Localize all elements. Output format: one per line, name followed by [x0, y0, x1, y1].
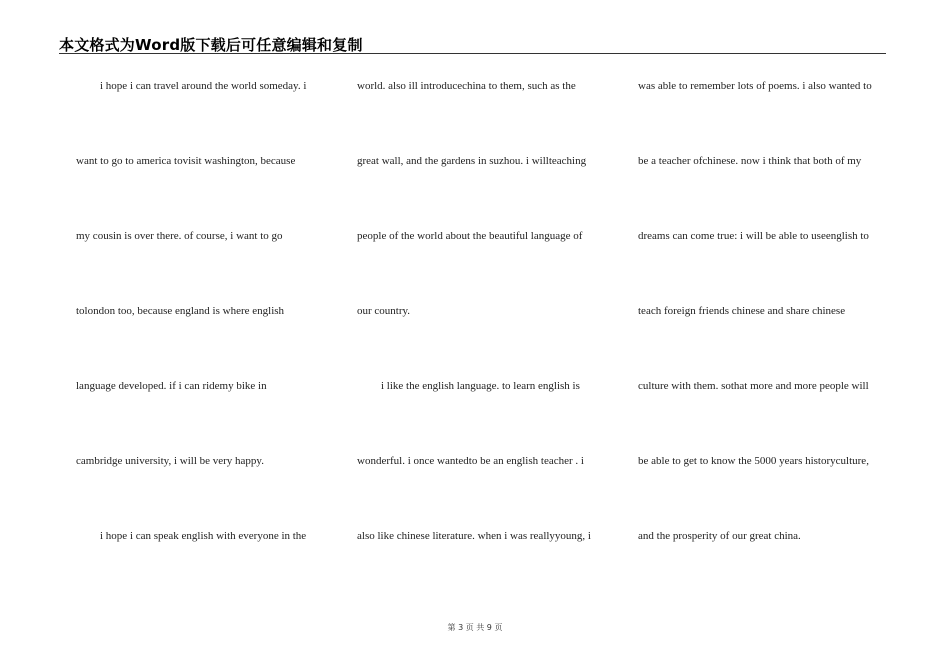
text-line: cambridge university, i will be very happy. [76, 455, 264, 467]
text-line: language developed. if i can ridemy bike in [76, 380, 267, 392]
text-line: teach foreign friends chinese and share chinese [638, 305, 846, 317]
text-column-2 [357, 78, 617, 603]
text-line: i like the english language. to learn english is [381, 380, 580, 392]
text-line: my cousin is over there. of course, i want to go [76, 230, 283, 242]
text-line: people of the world about the beautiful language of [357, 230, 583, 242]
text-line: be able to get to know the 5000 years historyculture, [638, 455, 869, 467]
text-line: tolondon too, because england is where english [76, 305, 285, 317]
text-line: i hope i can travel around the world someday. i [100, 80, 307, 92]
text-line: want to go to america tovisit washington, because [76, 155, 296, 167]
text-line: be a teacher ofchinese. now i think that both of my [638, 155, 862, 167]
text-line: culture with them. sothat more and more people will [638, 380, 869, 392]
text-line: and the prosperity of our great china. [638, 530, 801, 542]
text-line: was able to remember lots of poems. i also wanted to [638, 80, 872, 92]
header-divider [59, 53, 886, 54]
text-line: dreams can come true: i will be able to useenglish to [638, 230, 869, 242]
text-line: great wall, and the gardens in suzhou. i willteaching [357, 155, 587, 167]
text-column-1 [76, 78, 336, 603]
text-line: wonderful. i once wantedto be an english teacher . i [357, 455, 584, 467]
text-line: our country. [357, 305, 411, 317]
text-column-3 [638, 78, 898, 603]
document-header-title: 本文格式为Word版下载后可任意编辑和复制 [59, 36, 363, 54]
text-line: world. also ill introducechina to them, such as the [357, 80, 576, 92]
text-line: i hope i can speak english with everyone in the [100, 530, 307, 542]
page-number: 第 3 页 共 9 页 [447, 623, 503, 632]
text-line: also like chinese literature. when i was reallyyoung, i [357, 530, 591, 542]
